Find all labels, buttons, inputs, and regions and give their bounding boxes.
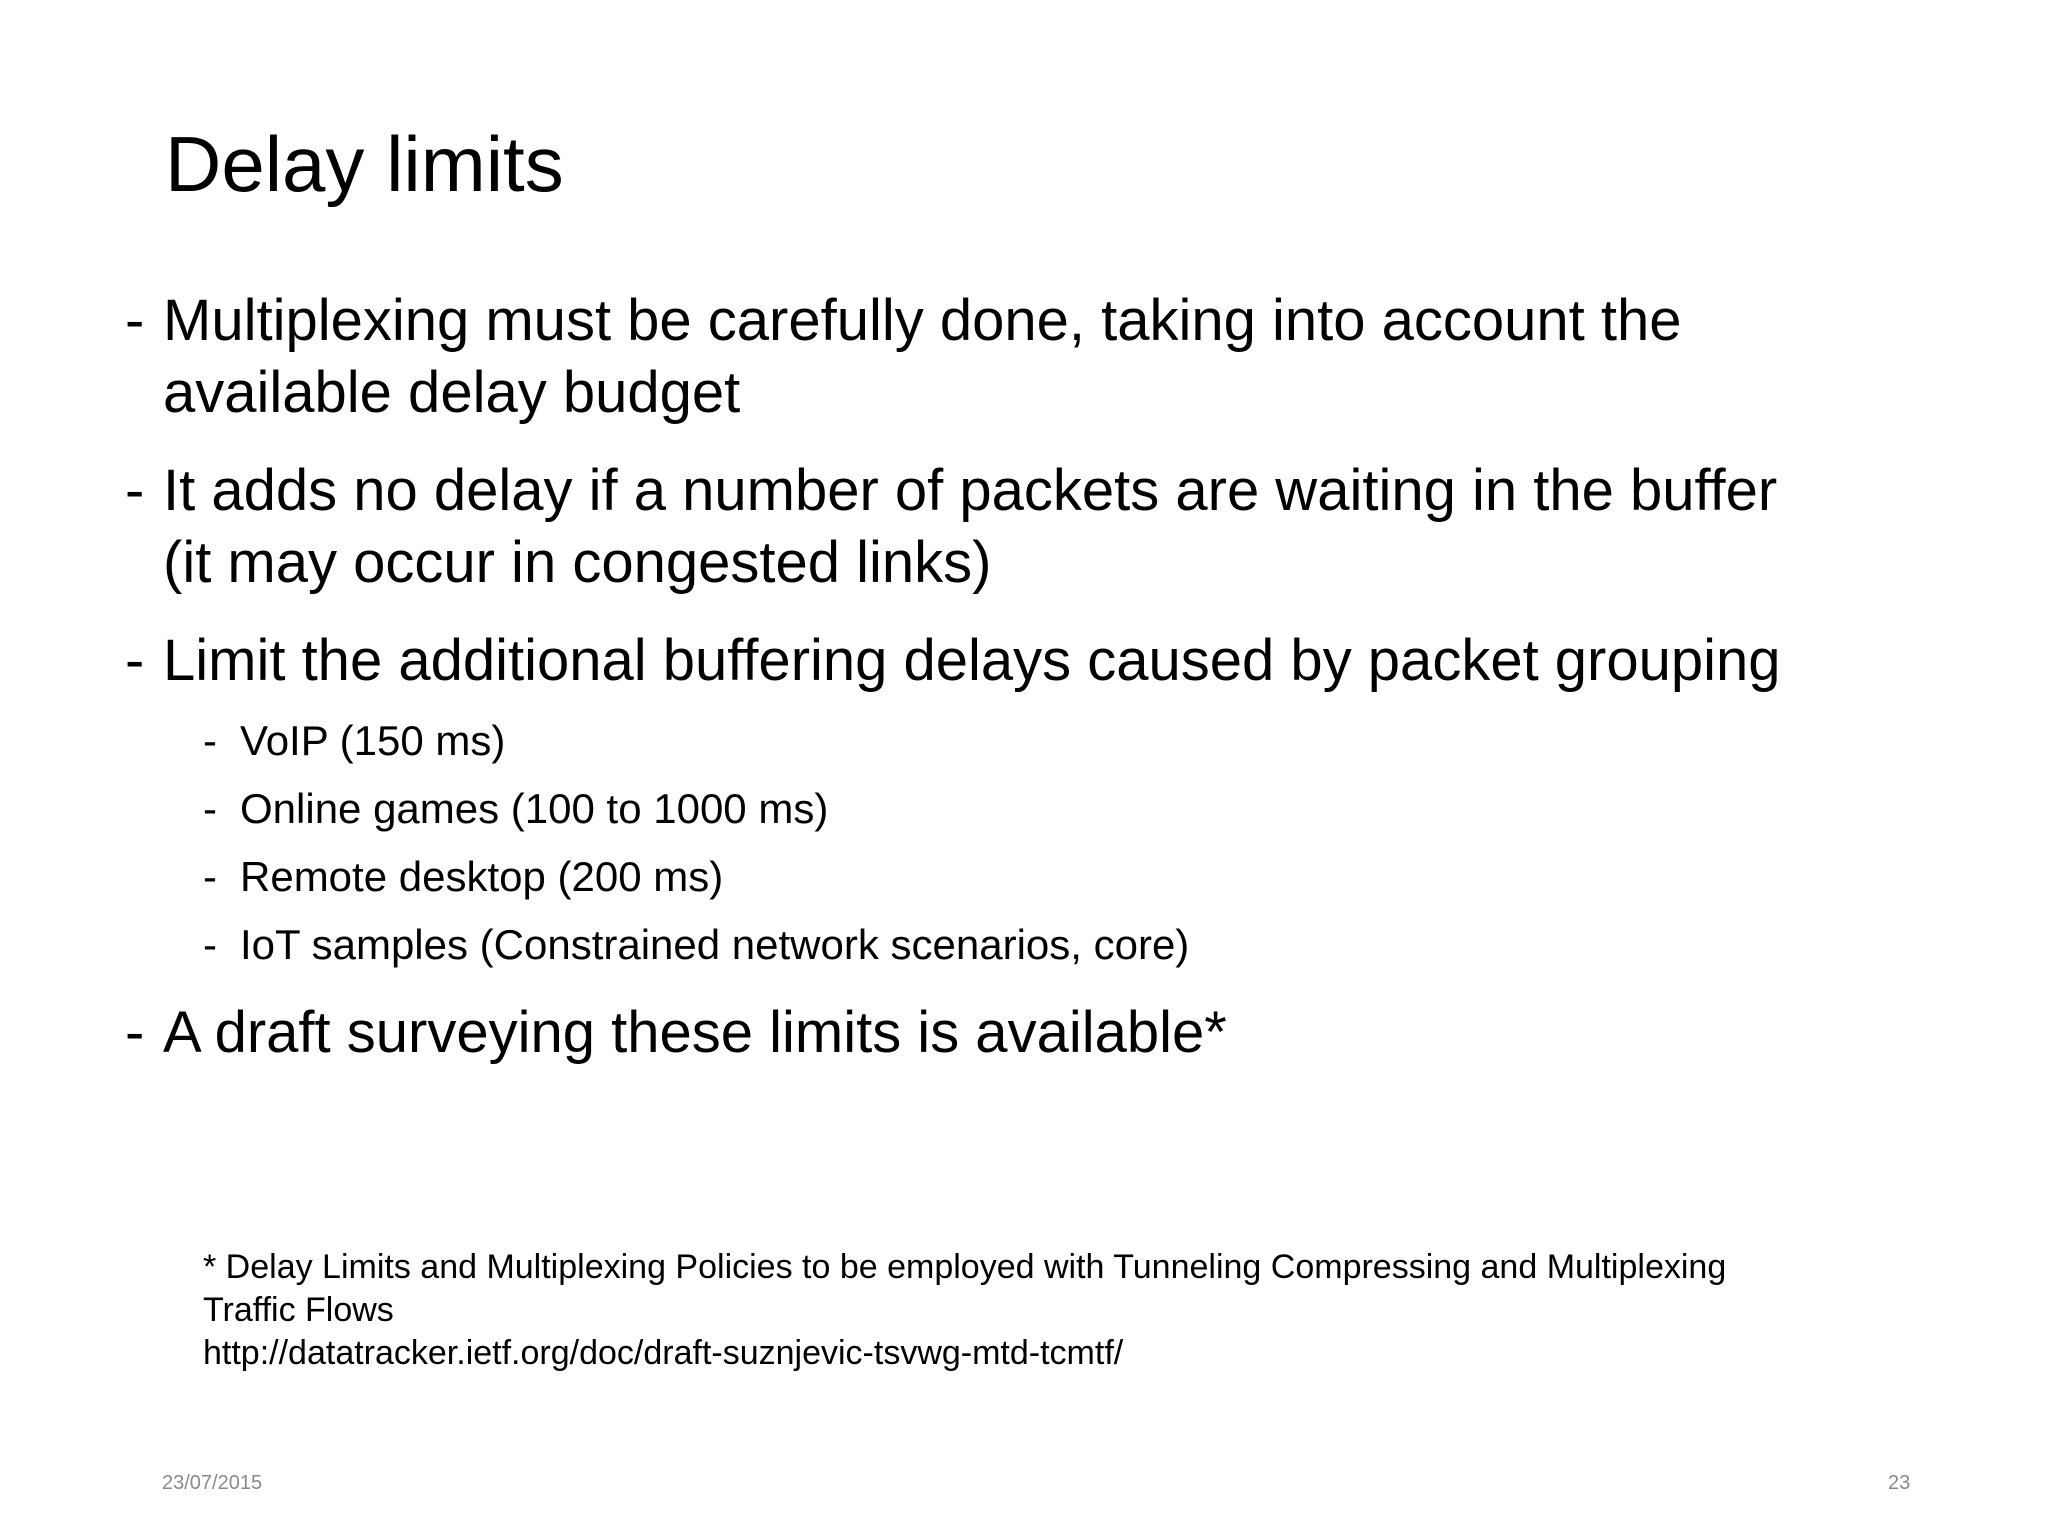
sub-bullet-item (125, 775, 1985, 843)
bullet-text: Multiplexing must be carefully done, taking into account the (163, 288, 1682, 353)
bullet-dash: - (125, 288, 145, 353)
bullet-item (125, 625, 1985, 697)
bullet-text: (it may occur in congested links) (163, 530, 992, 595)
footer-date: 23/07/2015 (162, 1472, 263, 1494)
sub-bullet-item (125, 843, 1985, 911)
bullet-list (125, 285, 1985, 1095)
sub-bullet-dash: - (203, 717, 217, 764)
footnote (203, 1246, 1726, 1375)
bullet-item (125, 997, 1985, 1069)
sub-bullet-dash: - (203, 921, 217, 968)
bullet-text: It adds no delay if a number of packets are waiting in the buffer (163, 458, 1778, 523)
bullet-dash: - (125, 1000, 145, 1065)
sub-bullet-text: Remote desktop (200 ms) (240, 853, 724, 900)
bullet-item (125, 455, 1985, 599)
sub-bullet-text: Online games (100 to 1000 ms) (240, 785, 829, 832)
bullet-item (125, 285, 1985, 429)
bullet-text: Limit the additional buffering delays caused by packet grouping (163, 628, 1781, 693)
page-number: 23 (1888, 1472, 1911, 1494)
footnote-url: http://datatracker.ietf.org/doc/draft-suznjevic-tsvwg-mtd-tcmtf/ (203, 1334, 1124, 1372)
footnote-text: * Delay Limits and Multiplexing Policies to be employed with Tunneling Compressing and Multiplexing (203, 1248, 1727, 1286)
bullet-text: A draft surveying these limits is available* (163, 1000, 1227, 1065)
sub-bullet-text: VoIP (150 ms) (240, 717, 506, 764)
sub-bullet-list (125, 707, 1985, 979)
footnote-text: Traffic Flows (203, 1291, 394, 1329)
bullet-dash: - (125, 628, 145, 693)
bullet-dash: - (125, 458, 145, 523)
sub-bullet-item (125, 911, 1985, 979)
bullet-text: available delay budget (163, 360, 741, 425)
sub-bullet-text: IoT samples (Constrained network scenarios, core) (240, 921, 1190, 968)
sub-bullet-dash: - (203, 785, 217, 832)
sub-bullet-dash: - (203, 853, 217, 900)
sub-bullet-item (125, 707, 1985, 775)
slide-title: Delay limits (165, 120, 564, 208)
